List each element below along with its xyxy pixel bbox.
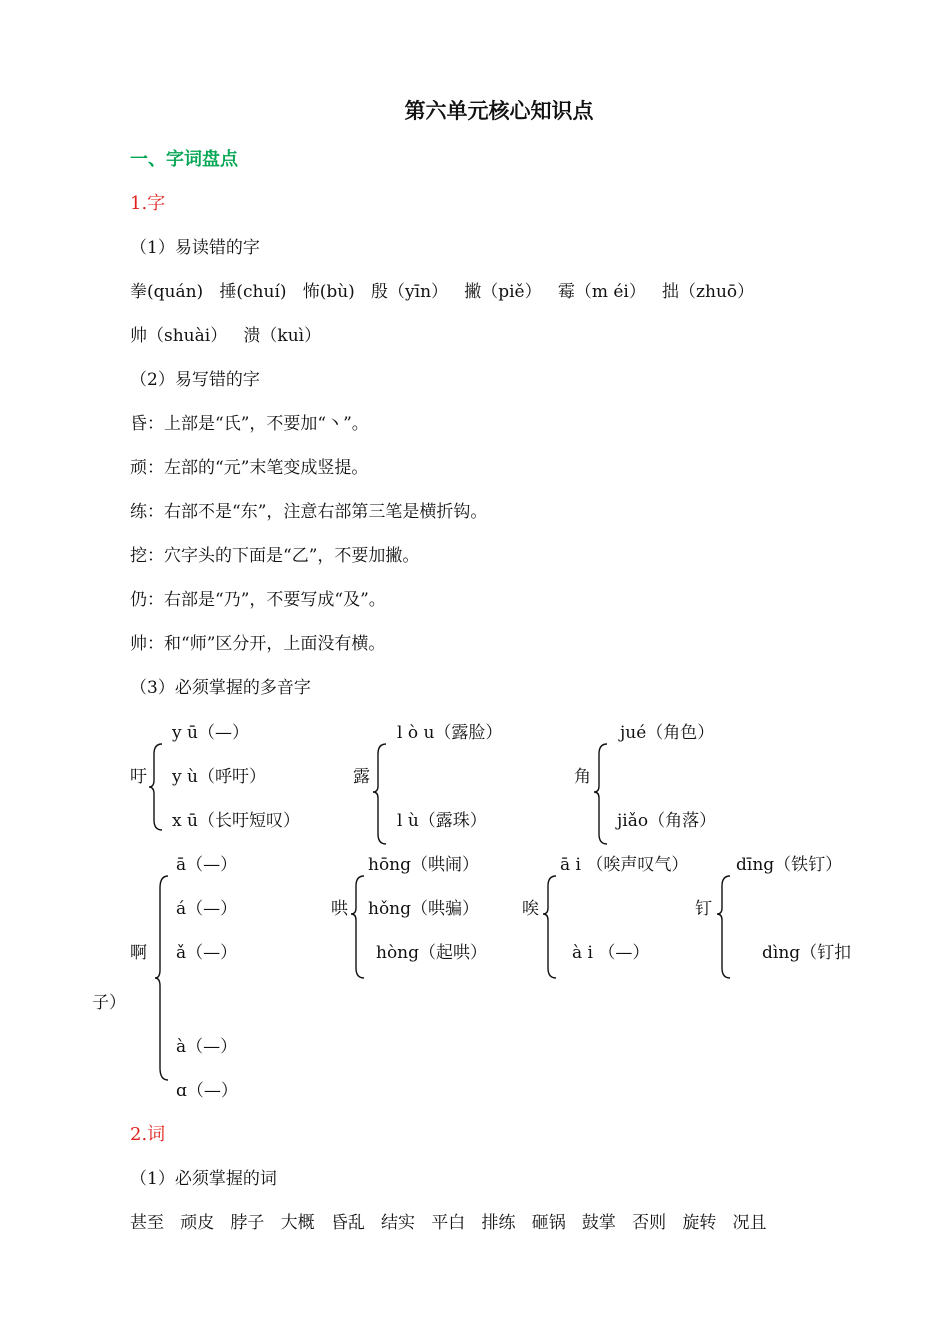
poly-char-a: 啊	[130, 943, 147, 963]
poly-reading: l ù（露珠）	[397, 811, 487, 831]
polyphonic-heading: （3）必须掌握的多音字	[130, 678, 311, 698]
poly-char-jiao: 角	[574, 767, 591, 787]
poly-reading: à i （—）	[572, 943, 650, 963]
poly-reading: ɑ（—）	[176, 1081, 238, 1101]
poly-reading: á（—）	[176, 899, 238, 919]
miswritten-line: 顽：左部的“元”末笔变成竖提。	[130, 458, 369, 478]
must-master-words-heading: （1）必须掌握的词	[130, 1169, 277, 1189]
poly-char-lu: 露	[353, 767, 370, 787]
word-list-line: 甚至 顽皮 脖子 大概 昏乱 结实 平白 排练 砸锅 鼓掌 否则 旋转 况且	[130, 1213, 767, 1233]
poly-reading: hōng（哄闹）	[368, 855, 480, 875]
poly-reading: ā（—）	[176, 855, 238, 875]
poly-reading: à（—）	[176, 1037, 238, 1057]
brace-lu	[372, 742, 388, 846]
poly-reading-wrap: 子）	[92, 993, 126, 1013]
poly-reading: jué（角色）	[620, 723, 715, 743]
miswritten-line: 昏：上部是“氏”，不要加“丶”。	[130, 414, 369, 434]
poly-reading: ā i （唉声叹气）	[560, 855, 689, 875]
easy-miswritten-heading: （2）易写错的字	[130, 370, 260, 390]
poly-reading: dīng（铁钉）	[736, 855, 843, 875]
poly-reading: hòng（起哄）	[376, 943, 488, 963]
page-title: 第六单元核心知识点	[404, 98, 594, 123]
poly-reading: y ù（呼吁）	[172, 767, 266, 787]
poly-reading: y ū（—）	[172, 723, 249, 743]
miswritten-line: 仍：右部是“乃”，不要写成“及”。	[130, 590, 386, 610]
miswritten-line: 练：右部不是“东”，注意右部第三笔是横折钩。	[130, 502, 488, 522]
subheading-characters: 1.字	[130, 193, 166, 214]
brace-a	[154, 874, 170, 1084]
brace-xu	[148, 742, 164, 832]
misread-line-1: 拳(quán) 捶(chuí) 怖(bù) 殷（yīn） 撇（piě） 霉（m éi） 拙（zhuō）	[130, 282, 755, 302]
poly-reading: jiǎo（角落）	[617, 811, 717, 831]
brace-ding	[716, 874, 732, 982]
subheading-words: 2.词	[130, 1124, 166, 1145]
misread-line-2: 帅（shuài） 溃（kuì）	[130, 326, 322, 346]
poly-reading: x ū（长吁短叹）	[172, 811, 300, 831]
poly-char-xu: 吁	[130, 767, 147, 787]
poly-char-ding: 钉	[695, 899, 712, 919]
easy-misread-heading: （1）易读错的字	[130, 238, 260, 258]
poly-char-ai: 唉	[522, 899, 539, 919]
brace-ai	[542, 874, 558, 982]
section-heading-words: 一、字词盘点	[130, 149, 238, 170]
miswritten-line: 挖：穴字头的下面是“乙”，不要加撇。	[130, 546, 420, 566]
poly-reading: l ò u（露脸）	[397, 723, 503, 743]
poly-char-hong: 哄	[331, 899, 348, 919]
poly-reading: dìng（钉扣	[762, 943, 852, 963]
brace-jiao	[593, 742, 609, 846]
miswritten-line: 帅：和“师”区分开，上面没有横。	[130, 634, 386, 654]
poly-reading: ǎ（—）	[176, 943, 238, 963]
poly-reading: hǒng（哄骗）	[368, 899, 480, 919]
brace-hong	[350, 874, 366, 982]
